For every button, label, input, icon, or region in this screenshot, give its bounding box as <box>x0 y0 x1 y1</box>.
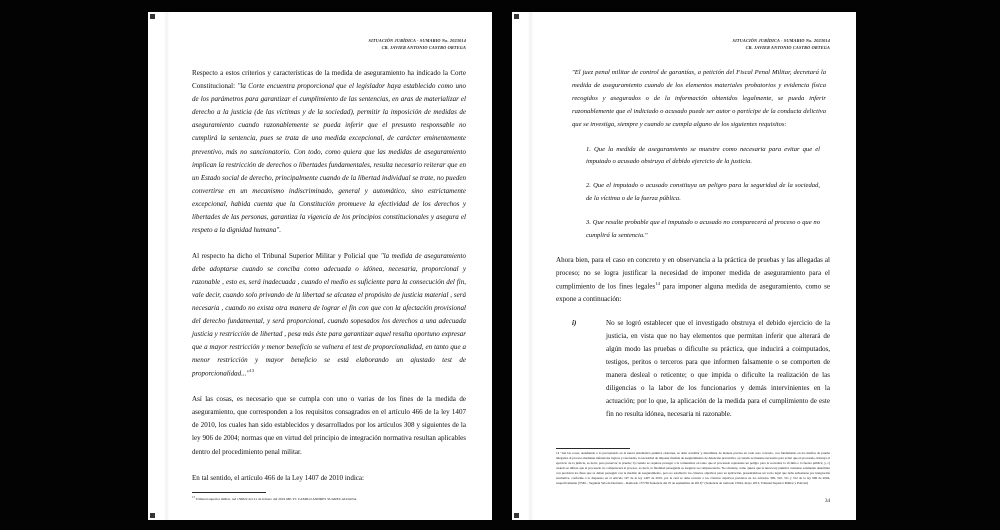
header-line-case: SITUACIÓN JURÍDICA - SUMARIO No. 2023014 <box>732 38 830 43</box>
ahora-bien-part2: para imponer alguna medida de aseguramiento, como se expone a continuación: <box>556 282 830 304</box>
footnote-separator-rule <box>192 492 266 493</box>
quoted-law-article-466: "El juez penal militar de control de garantías, a petición del Fiscal Penal Militar, decretará la medida de aseguramiento cuando de los elementos materiales probatorios y evidencia física recogidos y asegurados o de la información obtenidos legalmente, se pueda inferir razonablemente que el indiciado o acusado puede ser autor o partícipe de la conducta delictiva que se investiga, siempre y cuando se cumpla alguno de los siguientes requisitos: <box>572 69 826 128</box>
ahora-bien-part1: Ahora bien, para el caso en concreto y en observancia a la práctica de pruebas y las allegadas al proceso; no se logra justificar la necesidad de imponer medida de aseguramiento para el cumplimiento de los fines legales <box>556 255 830 290</box>
law-requirement-item-1: 1. Que la medida de aseguramiento se muestre como necesaria para evitar que el imputado o acusado obstruya el debido ejercicio de la justicia. <box>586 145 820 166</box>
page-header-right <box>556 38 830 51</box>
paragraph-tribunal-superior <box>192 250 466 381</box>
scan-corner-mark <box>150 513 155 518</box>
page-crease-left <box>164 12 170 520</box>
paragraph-requisitos: Así las cosas, es necesario que se cumpla con uno o varias de los fines de la medida de aseguramiento, que corresponden a los requisitos consagrados en el artículo 466 de la ley 1407 de 2010, los cuales han sido establecidos y desarrollados por los artículos 308 y siguientes de la ley 906 de 2004; normas que en virtud del principio de integración normativa resultan aplicables dentro del procedimiento penal militar. <box>192 395 466 456</box>
document-page-left <box>148 12 492 520</box>
header-line-name: CR. JAVIER ANTONIO CASTRO ORTEGA <box>381 44 466 50</box>
page-content-right <box>556 38 830 510</box>
paragraph-ahora-bien <box>556 254 830 306</box>
footnote-ref-14: 14 <box>655 280 660 286</box>
footnote-number-13: 13 <box>192 495 195 499</box>
page-header-left <box>192 38 466 51</box>
page-crease-right <box>528 12 534 520</box>
page-content-left <box>192 38 466 510</box>
footnote-number-14: 14 <box>556 451 560 456</box>
page-number: 34 <box>824 498 830 504</box>
tribunal-quote: "la medida de aseguramiento debe adoptarse cuando se conciba como adecuada o idónea, necesaria, proporcional y razonable , esto es, será inadecuada , cuando el medio es suficiente para la consecución del fin, vale decir, cuando solo privando de la libertad se alcanza el propósito de justicia material , será necesaria , cuando no exista otra manera de lograr el fin con que con la afectación provisional del derecho fundamental, y será proporcional, cuando sopesados los derechos a una adecuada justicia y restricción de libertad , pesa más éste para garantizar aquel resulta oportuno expresar que a mayor restricción y menor beneficio se vulnera el test de proporcionalidad, en tanto que a menor restricción y mayor beneficio se está elaborando un ajustado test de proporcionalidad..." <box>192 251 466 378</box>
header-line-case: SITUACIÓN JURÍDICA - SUMARIO No. 2023014 <box>368 38 466 43</box>
tribunal-intro-text: Al respecto ha dicho el Tribunal Superior Militar y Policial que <box>192 251 381 260</box>
document-page-right <box>512 12 856 520</box>
constitutional-court-quote: "la Corte encuentra proporcional que el legislador haya establecido como uno de los parámetros para garantizar el cumplimiento de las sentencias, en aras de materializar el derecho a la justicia (de las víctimas y de la sociedad), permitir la imposición de medidas de aseguramiento cuando razonablemente se pueda inferir que el presunto responsable no cumplirá la sentencia, pues se trata de una medida excepcional, de carácter eminentemente preventivo, más no sancionatorio. Con todo, como quiera que las medidas de aseguramiento implican la restricción de derechos o libertades fundamentales, resulta necesario reiterar que en un Estado social de derecho, principalmente cuando de la libertad individual se trate, no pueden convertirse en un mecanismo indiscriminado, general y automático, sino estrictamente excepcional, habida cuenta que la Constitución promueve la efectividad de los derechos y libertades de las personas, garantiza la vigencia de los principios constitucionales y asegura el respeto a la dignidad humana". <box>192 82 467 234</box>
analysis-item-i-text: No se logró establecer que el investigado obstruya el debido ejercicio de la justicia, en vista que no hay elementos que permitan inferir que alterará de algún modo las pruebas o dificulte su práctica, que inducirá a coimputados, testigos, peritos o terceros para que informen falsamente o se comporten de manera desleal o reticente; o que impida o dificulte la realización de las diligencias o la labor de los funcionarios y demás intervinientes en la actuación; por lo que, la aplicación de la medida para el cumplimiento de este fin no resulta idónea, necesaria ni razonable. <box>606 319 830 419</box>
law-requirement-item-3: 3. Que resulte probable que el imputado o acusado no comparecerá al proceso o que no cumplirá la sentencia." <box>586 218 820 239</box>
footnote-14 <box>556 451 830 486</box>
paragraph-corte-constitucional <box>192 67 466 236</box>
footnote-14-text: "Así las cosas, atendiendo a lo preceptuado en la nueva sistemática punitiva castrense, se debe acreditar y determinar de manera precisa en cada caso concreto, con fundamento en los medios de prueba allegados al proceso mediante inferencias lógicas y razonadas, la necesidad de imponer medida de aseguramiento de detención preventiva, a) cuando se muestre necesaria para evitar que el procesado obstruya el ejercicio de la justicia, es decir, para preservar la prueba; b) cuando se requiera proteger a la comunidad, en tanto que el procesado represente un peligro para la sociedad, la víctima o la fuerza pública; y, c) cuando se infiera que el procesado no comparecerá al proceso, es decir, la finalidad perseguida es asegurar su comparecencia. No obstante, como quiera que la nueva ley punitiva castrense solamente determinó con precisión los fines que se deben perseguir con la medida de aseguramiento, pero no estableció los criterios objetivos para su aplicación, presentándose un vacío legal que debe subsanarse por integración normativa, conforme a lo dispuesto en el artículo 197 de la ley 1407 de 2010, por la cual se debe recurrir a los criterios objetivos previstos en los artículos 309, 310, 311 y 312 de la ley 906 de 2004, respectivamente (TSM – Segunda Sala de Decisión – Radicado 157736 Sentencia del 25 de septiembre de 2013)" (Sentencia de radicado 15622, mayo 2013, Tribunal Superior Militar y Policial) <box>556 451 830 486</box>
scan-corner-mark <box>514 513 519 518</box>
footnote-ref-13: 13 <box>249 368 255 373</box>
list-marker-i: i) <box>572 319 577 328</box>
law-requirement-item-2: 2. Que el imputado o acusado constituya un peligro para la seguridad de la sociedad, de la víctima o de la fuerza pública. <box>586 182 820 203</box>
paragraph-articulo-466-intro: En tal sentido, el artículo 466 de la Ley 1407 de 2010 indica: <box>192 473 365 482</box>
analysis-item-i <box>556 317 830 421</box>
paragraph-intro-text: Respecto a estos criterios y características de la medida de aseguramiento ha indicado la Corte Constitucional: <box>192 69 466 91</box>
footnote-block-left <box>192 492 466 502</box>
scan-corner-mark <box>514 14 519 19</box>
footnote-block-right <box>556 448 830 486</box>
footnote-13 <box>192 496 466 502</box>
header-line-name: CR. JAVIER ANTONIO CASTRO ORTEGA <box>745 44 830 50</box>
scan-corner-mark <box>150 14 155 19</box>
footnote-separator-rule <box>556 448 630 449</box>
footnote-13-text: Tribunal superior militar, rad 156822 del 21 de febrero del 2019 MP. TC CAMILO ANDRES SUAREZ ALDANA. <box>195 496 358 501</box>
